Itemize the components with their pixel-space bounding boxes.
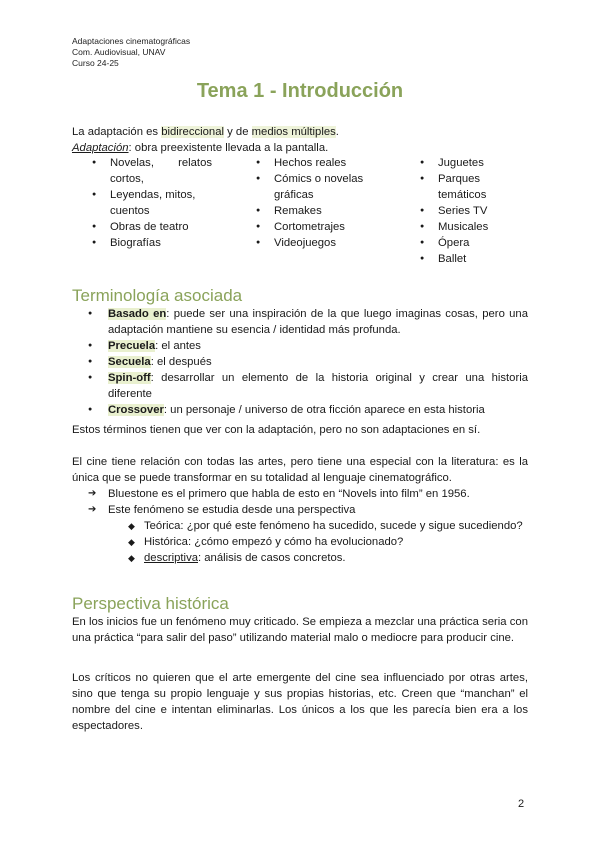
intro-text: La adaptación es bbox=[72, 126, 162, 138]
term-label: Basado en bbox=[108, 308, 167, 320]
list-item bbox=[88, 354, 528, 370]
list-item bbox=[128, 550, 528, 566]
terminology-list bbox=[88, 306, 528, 418]
document-header bbox=[72, 36, 190, 69]
terminology-note: Estos términos tienen que ver con la adaptación, pero no son adaptaciones en sí. bbox=[72, 424, 481, 436]
term-descriptiva: descriptiva bbox=[144, 552, 198, 564]
list-item: ● Ballet bbox=[420, 251, 528, 267]
media-column-3 bbox=[420, 155, 528, 267]
list-item: ● Juguetes bbox=[420, 155, 528, 171]
list-item: ● Series TV bbox=[420, 203, 528, 219]
section-heading-terminologia: Terminología asociada bbox=[72, 286, 243, 305]
list-item bbox=[88, 338, 528, 354]
list-item bbox=[88, 402, 528, 418]
term-description: : un personaje / universo de otra ficción aparece en esta historia bbox=[163, 404, 485, 416]
page-title: Tema 1 - Introducción bbox=[196, 80, 404, 102]
list-item: ➔ Este fenómeno se estudia desde una perspectiva bbox=[88, 502, 528, 518]
media-column-2 bbox=[256, 155, 384, 251]
section-heading-perspectiva: Perspectiva histórica bbox=[72, 594, 229, 613]
list-item: ● Leyendas, mitos, cuentos bbox=[92, 187, 212, 219]
list-item bbox=[88, 306, 528, 338]
intro-paragraph-1 bbox=[72, 124, 528, 140]
highlight-medios: medios múltiples bbox=[251, 126, 336, 138]
highlight-bidireccional: bidireccional bbox=[161, 126, 224, 138]
cine-paragraph: El cine tiene relación con todas las artes, pero tiene una especial con la literatura: es la única que se puede transformar en su totalidad al lenguaje cinematográfico. bbox=[72, 456, 528, 484]
intro-text: . bbox=[335, 126, 339, 138]
list-item: ● Novelas, relatos cortos, bbox=[92, 155, 212, 187]
list-item: ● Musicales bbox=[420, 219, 528, 235]
header-degree: Com. Audiovisual, UNAV bbox=[72, 47, 166, 57]
list-item: ● Biografías bbox=[92, 235, 212, 251]
list-item: ◆ Teórica: ¿por qué este fenómeno ha sucedido, sucede y sigue sucediendo? bbox=[128, 518, 528, 534]
list-item: ● Videojuegos bbox=[256, 235, 384, 251]
term-label: Spin-off bbox=[108, 372, 151, 384]
sublist-text: : análisis de casos concretos. bbox=[198, 552, 346, 564]
list-item: ● Parques temáticos bbox=[420, 171, 528, 203]
list-item: ● Cómics o novelas gráficas bbox=[256, 171, 384, 203]
term-description: : el antes bbox=[155, 340, 201, 352]
list-item bbox=[88, 370, 528, 402]
header-year: Curso 24-25 bbox=[72, 58, 119, 68]
term-description: : el después bbox=[150, 356, 212, 368]
term-adaptacion: Adaptación bbox=[72, 142, 129, 154]
perspectiva-paragraph-2: Los críticos no quieren que el arte emergente del cine sea influenciado por otras artes, sino que tenga su propio lenguaje y sus propias historias, etc. Creen que “manchan” el nombre del cine e intentan eliminarlas. Los únicos a los que les parecía bien era a los espectadores. bbox=[72, 672, 528, 732]
list-item: ● Hechos reales bbox=[256, 155, 384, 171]
perspective-sublist bbox=[128, 518, 528, 566]
perspectiva-paragraph-1: En los inicios fue un fenómeno muy criticado. Se empieza a mezclar una práctica seria con una práctica “para salir del paso” utilizando material malo o mediocre para producir cine. bbox=[72, 616, 528, 644]
term-label: Precuela bbox=[108, 340, 156, 352]
term-label: Secuela bbox=[108, 356, 151, 368]
list-item: ➔ Bluestone es el primero que habla de esto en “Novels into film” en 1956. bbox=[88, 486, 528, 502]
list-item: ● Remakes bbox=[256, 203, 384, 219]
header-course-name: Adaptaciones cinematográficas bbox=[72, 36, 191, 46]
list-item: ● Cortometrajes bbox=[256, 219, 384, 235]
intro-paragraph-2 bbox=[72, 140, 528, 156]
intro-text: y de bbox=[224, 126, 252, 138]
cine-arrow-list bbox=[88, 486, 528, 518]
list-item: ◆ Histórica: ¿cómo empezó y cómo ha evolucionado? bbox=[128, 534, 528, 550]
list-item: ● Ópera bbox=[420, 235, 528, 251]
term-description: : desarrollar un elemento de la historia original y crear una historia diferente bbox=[108, 372, 528, 400]
media-column-1 bbox=[92, 155, 212, 251]
page-number: 2 bbox=[518, 798, 525, 810]
intro-definition: : obra preexistente llevada a la pantalla. bbox=[128, 142, 329, 154]
term-description: : puede ser una inspiración de la que luego imaginas cosas, pero una adaptación mantiene su esencia / identidad más profunda. bbox=[108, 308, 528, 336]
term-label: Crossover bbox=[108, 404, 164, 416]
list-item: ● Obras de teatro bbox=[92, 219, 212, 235]
